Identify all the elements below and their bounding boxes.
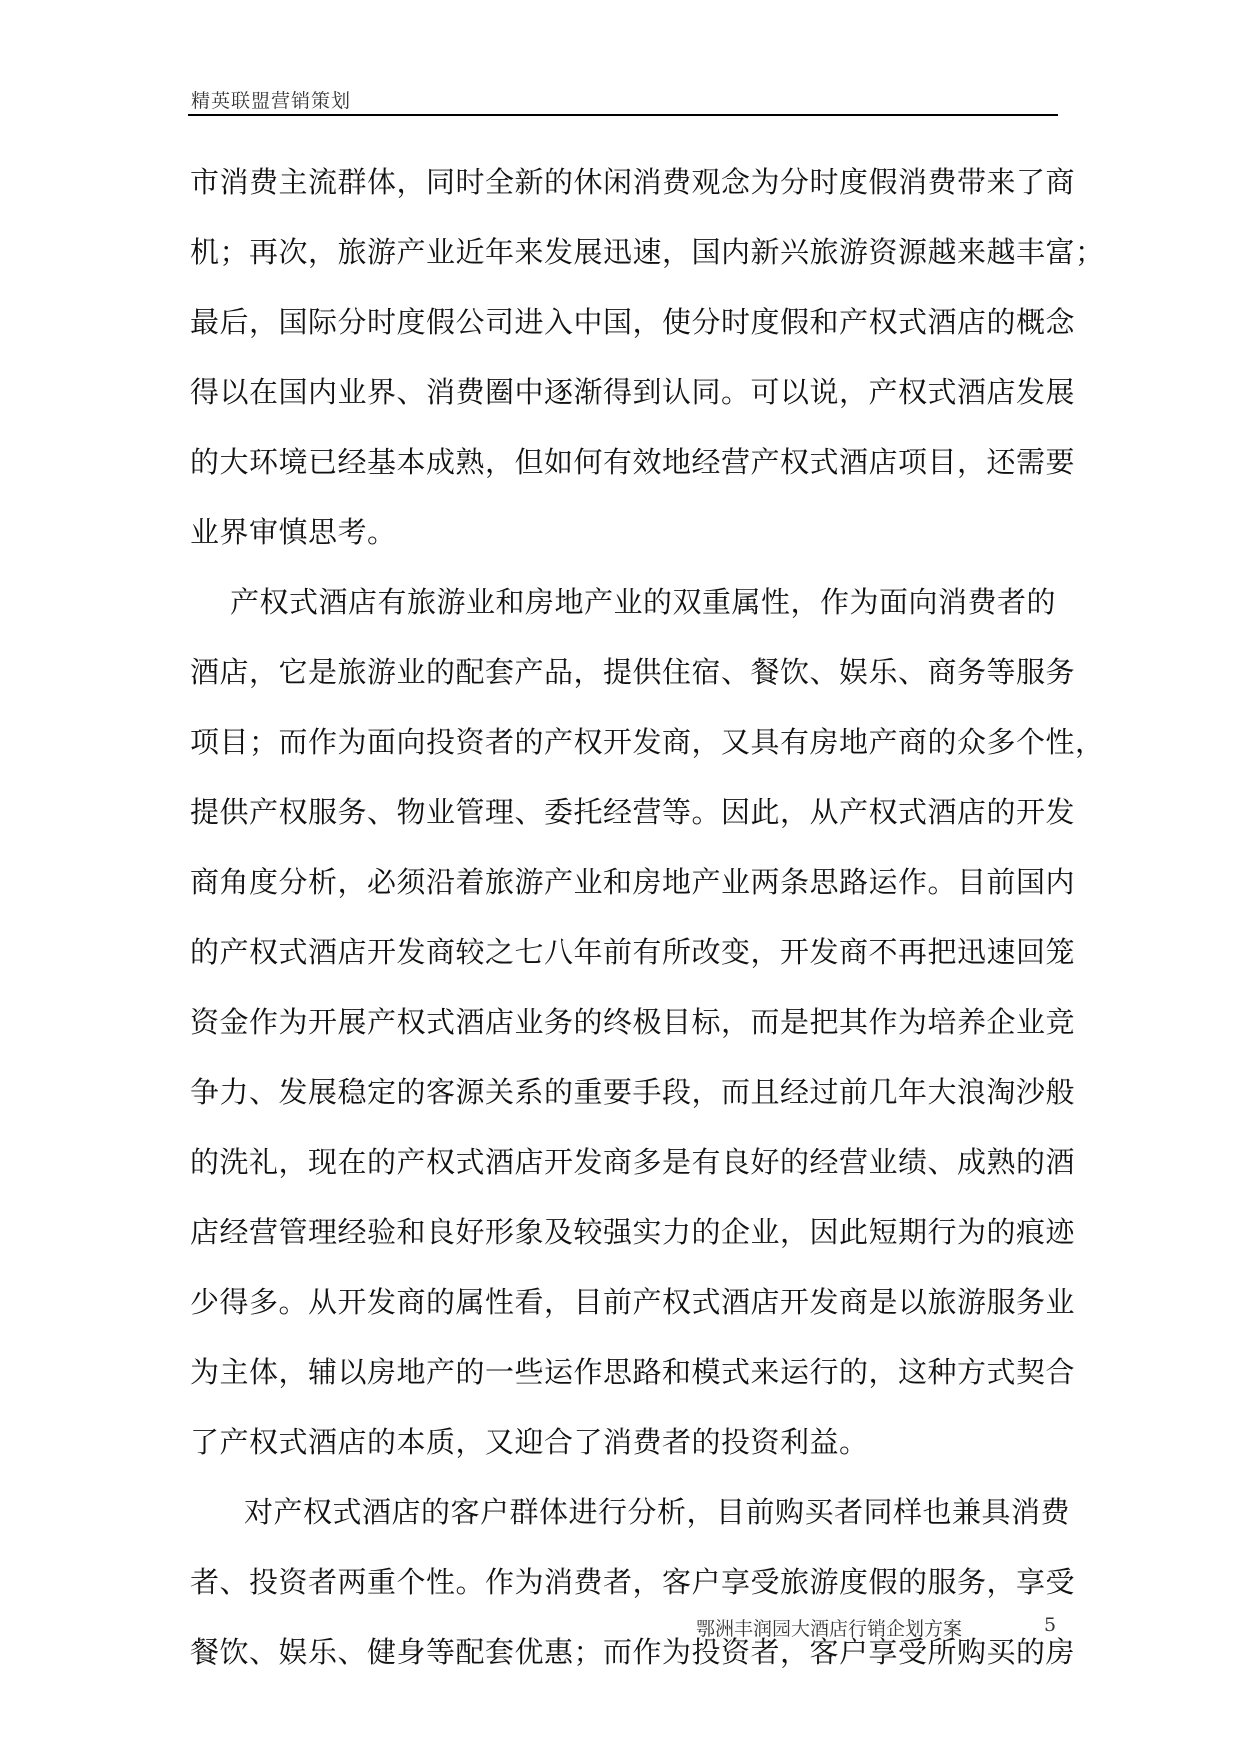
header-divider <box>188 114 1058 116</box>
text-line: 商角度分析，必须沿着旅游产业和房地产业两条思路运作。目前国内 <box>190 865 1076 899</box>
text-line: 提供产权服务、物业管理、委托经营等。因此，从产权式酒店的开发 <box>190 795 1076 829</box>
text-line: 的大环境已经基本成熟，但如何有效地经营产权式酒店项目，还需要 <box>190 445 1076 479</box>
paragraph-first-line: 产权式酒店有旅游业和房地产业的双重属性，作为面向消费者的 <box>230 585 1057 619</box>
text-line: 市消费主流群体，同时全新的休闲消费观念为分时度假消费带来了商 <box>190 165 1076 199</box>
text-line: 店经营管理经验和良好形象及较强实力的企业，因此短期行为的痕迹 <box>190 1215 1076 1249</box>
paragraph-first-line: 对产权式酒店的客户群体进行分析，目前购买者同样也兼具消费 <box>244 1495 1071 1529</box>
document-body <box>190 160 1105 1700</box>
page-number: 5 <box>1044 1614 1057 1636</box>
text-line: 的洗礼，现在的产权式酒店开发商多是有良好的经营业绩、成熟的酒 <box>190 1145 1076 1179</box>
page-header-title: 精英联盟营销策划 <box>191 90 352 112</box>
text-line: 最后，国际分时度假公司进入中国，使分时度假和产权式酒店的概念 <box>190 305 1076 339</box>
text-line: 资金作为开展产权式酒店业务的终极目标，而是把其作为培养企业竞 <box>190 1005 1076 1039</box>
text-line: 为主体，辅以房地产的一些运作思路和模式来运行的，这种方式契合 <box>190 1355 1076 1389</box>
text-line: 项目；而作为面向投资者的产权开发商，又具有房地产商的众多个性， <box>190 725 1105 759</box>
text-line: 机；再次，旅游产业近年来发展迅速，国内新兴旅游资源越来越丰富； <box>190 235 1105 269</box>
text-line: 的产权式酒店开发商较之七八年前有所改变，开发商不再把迅速回笼 <box>190 935 1076 969</box>
text-line: 少得多。从开发商的属性看，目前产权式酒店开发商是以旅游服务业 <box>190 1285 1076 1319</box>
text-line: 酒店，它是旅游业的配套产品，提供住宿、餐饮、娱乐、商务等服务 <box>190 655 1076 689</box>
text-line: 得以在国内业界、消费圈中逐渐得到认同。可以说，产权式酒店发展 <box>190 375 1076 409</box>
text-line: 者、投资者两重个性。作为消费者，客户享受旅游度假的服务，享受 <box>190 1565 1076 1599</box>
text-line: 争力、发展稳定的客源关系的重要手段，而且经过前几年大浪淘沙般 <box>190 1075 1076 1109</box>
footer-document-title: 鄂洲丰润园大酒店行销企划方案 <box>696 1618 963 1640</box>
text-line: 餐饮、娱乐、健身等配套优惠；而作为投资者，客户享受所购买的房 <box>190 1635 1076 1669</box>
text-line: 了产权式酒店的本质，又迎合了消费者的投资利益。 <box>190 1425 869 1459</box>
text-line: 业界审慎思考。 <box>190 515 397 549</box>
